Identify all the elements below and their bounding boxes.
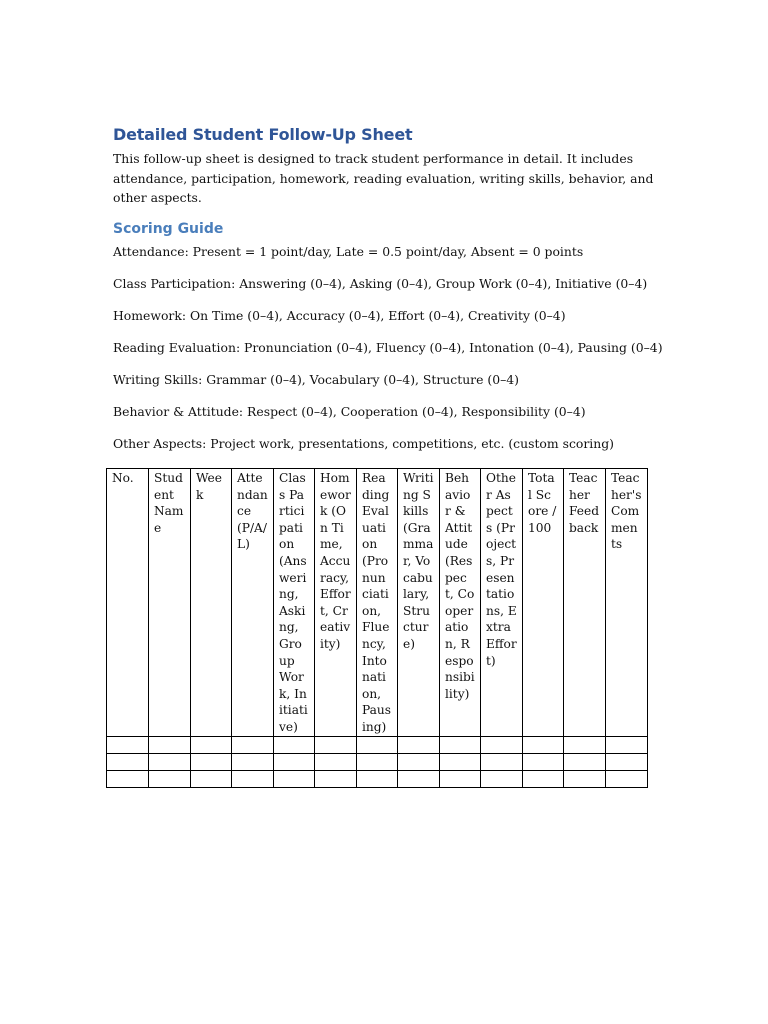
table-cell[interactable] xyxy=(606,753,648,770)
table-cell[interactable] xyxy=(274,770,315,787)
table-cell[interactable] xyxy=(564,736,606,753)
table-cell[interactable] xyxy=(440,753,481,770)
table-cell[interactable] xyxy=(440,770,481,787)
header-student-name: Student Name xyxy=(149,469,191,737)
table-cell[interactable] xyxy=(191,736,232,753)
table-header-row xyxy=(107,469,648,737)
header-no: No. xyxy=(107,469,149,737)
header-reading-evaluation: Reading Evaluation (Pronunciation, Fluency, Intonation, Pausing) xyxy=(357,469,398,737)
table-cell[interactable] xyxy=(357,770,398,787)
table-cell[interactable] xyxy=(191,770,232,787)
table-cell[interactable] xyxy=(523,753,564,770)
document-title: Detailed Student Follow-Up Sheet xyxy=(113,125,413,144)
table-cell[interactable] xyxy=(398,736,440,753)
guide-line-writing: Writing Skills: Grammar (0–4), Vocabulary (0–4), Structure (0–4) xyxy=(113,372,519,387)
table-cell[interactable] xyxy=(149,736,191,753)
table-cell[interactable] xyxy=(315,770,357,787)
header-class-participation: Class Participation (Answering, Asking, Group Work, Initiative) xyxy=(274,469,315,737)
header-teacher-comments: Teacher's Comments xyxy=(606,469,648,737)
guide-line-participation: Class Participation: Answering (0–4), Asking (0–4), Group Work (0–4), Initiative (0–4) xyxy=(113,276,648,291)
table-row xyxy=(107,736,648,753)
table-row xyxy=(107,753,648,770)
guide-line-attendance: Attendance: Present = 1 point/day, Late = 0.5 point/day, Absent = 0 points xyxy=(113,244,584,259)
guide-line-other: Other Aspects: Project work, presentations, competitions, etc. (custom scoring) xyxy=(113,436,614,451)
scoring-guide-heading: Scoring Guide xyxy=(113,221,224,237)
table-cell[interactable] xyxy=(564,770,606,787)
table-cell[interactable] xyxy=(191,753,232,770)
header-attendance: Attendance (P/A/L) xyxy=(232,469,274,737)
guide-line-behavior: Behavior & Attitude: Respect (0–4), Cooperation (0–4), Responsibility (0–4) xyxy=(113,404,586,419)
table-cell[interactable] xyxy=(481,736,523,753)
table-cell[interactable] xyxy=(232,753,274,770)
table-cell[interactable] xyxy=(149,770,191,787)
table-cell[interactable] xyxy=(481,753,523,770)
header-teacher-feedback: Teacher Feedback xyxy=(564,469,606,737)
table-cell[interactable] xyxy=(357,736,398,753)
table-cell[interactable] xyxy=(107,770,149,787)
header-homework: Homework (On Time, Accuracy, Effort, Creativity) xyxy=(315,469,357,737)
header-week: Week xyxy=(191,469,232,737)
table-cell[interactable] xyxy=(523,736,564,753)
table-cell[interactable] xyxy=(315,753,357,770)
header-other-aspects: Other Aspects (Projects, Presentations, Extra Effort) xyxy=(481,469,523,737)
table-cell[interactable] xyxy=(232,736,274,753)
guide-line-homework: Homework: On Time (0–4), Accuracy (0–4), Effort (0–4), Creativity (0–4) xyxy=(113,308,566,323)
guide-line-reading: Reading Evaluation: Pronunciation (0–4), Fluency (0–4), Intonation (0–4), Pausing (0–4) xyxy=(113,340,663,355)
header-writing-skills: Writing Skills (Grammar, Vocabulary, Structure) xyxy=(398,469,440,737)
intro-paragraph: This follow-up sheet is designed to track student performance in detail. It includes attendance, participation, homework, reading evaluation, writing skills, behavior, and other aspects. xyxy=(113,151,654,205)
table-cell[interactable] xyxy=(107,753,149,770)
header-total-score: Total Score / 100 xyxy=(523,469,564,737)
follow-up-table xyxy=(106,468,648,788)
table-cell[interactable] xyxy=(274,736,315,753)
table-cell[interactable] xyxy=(357,753,398,770)
table-cell[interactable] xyxy=(606,736,648,753)
table-cell[interactable] xyxy=(523,770,564,787)
table-cell[interactable] xyxy=(398,770,440,787)
table-cell[interactable] xyxy=(606,770,648,787)
table-cell[interactable] xyxy=(107,736,149,753)
table-cell[interactable] xyxy=(274,753,315,770)
table-cell[interactable] xyxy=(398,753,440,770)
table-cell[interactable] xyxy=(149,753,191,770)
table-cell[interactable] xyxy=(440,736,481,753)
table-cell[interactable] xyxy=(315,736,357,753)
table-cell[interactable] xyxy=(564,753,606,770)
table-cell[interactable] xyxy=(481,770,523,787)
header-behavior-attitude: Behavior & Attitude (Respect, Cooperation, Responsibility) xyxy=(440,469,481,737)
table-row xyxy=(107,770,648,787)
table-cell[interactable] xyxy=(232,770,274,787)
